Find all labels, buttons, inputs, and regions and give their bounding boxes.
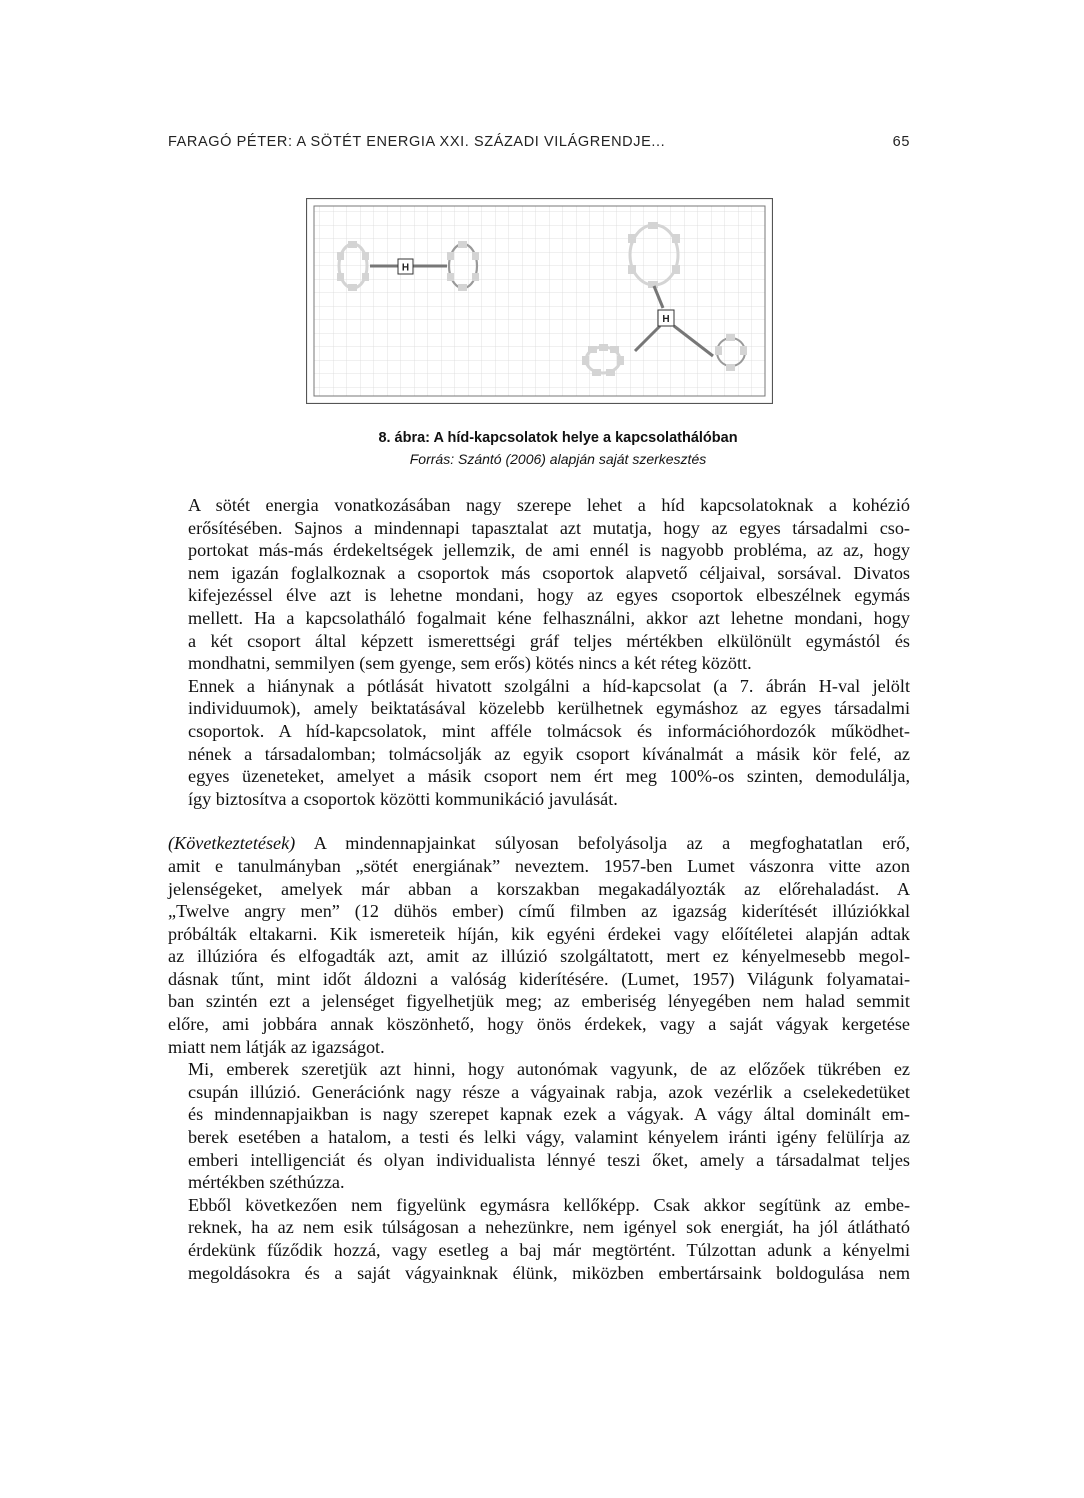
text-line: portokat más-más érdekeltségek jellemzik, de ami ennél is nagyobb probléma, az az, hogy: [188, 540, 910, 561]
text-line: nének a társadalomban; tolmácsolják az egyik csoport kívánalmát a másik kör felé, az: [188, 743, 910, 764]
text-line: berek esetében a hatalom, a testi és lelki vágy, valamint kényelem iránti igény felülírja az: [188, 1127, 910, 1148]
text-line: előre, ami jobbára annak köszönhető, hogy önös érdekek, vagy a saját vágyak kergetése: [168, 1014, 910, 1035]
section-lead: (Következtetések): [168, 833, 296, 854]
bridge-node-right-label: H: [662, 314, 670, 325]
caption-source: Forrás: Szántó (2006) alapján saját szerkesztés: [409, 451, 707, 467]
text-line: Ennek a hiánynak a pótlását hivatott szolgálni a híd-kapcsolat (a 7. ábrán H-val jelölt: [188, 675, 910, 696]
text-line: A sötét energia vonatkozásában nagy szerepe lehet a híd kapcsolatoknak a kohézió: [188, 495, 910, 515]
text-line: erősítésében. Sajnos a mindennapi tapasztalat azt mutatja, hogy az egyes társadalmi cso-: [188, 517, 910, 538]
text-line: Mi, emberek szeretjük azt hinni, hogy autonómak vagyunk, de az előzőek tükrében ez: [188, 1059, 910, 1080]
figure-grid: [314, 206, 765, 396]
text-line: csupán illúzió. Generációnk nagy része a vágyainak rabja, azok vezérlik a cselekedetüket: [188, 1081, 910, 1102]
network-figure: [306, 198, 773, 404]
text-line: mondhatni, semmilyen (sem gyenge, sem erős) kötés nincs a két réteg között.: [188, 653, 752, 674]
bridge-node-left-label: H: [401, 262, 410, 274]
text-line: mellett. Ha a kapcsolatháló fogalmait kéne felhasználni, akkor azt lehetne mondani, hogy: [188, 607, 910, 628]
body-text: [168, 494, 910, 1284]
paragraph-3: [168, 832, 910, 1058]
page-number: 65: [892, 134, 910, 150]
text-line: emberi intelligenciát és olyan individualista lénnyé teszi őket, amely a társadalmat teljes: [188, 1149, 910, 1170]
text-line: az illúzióra és elfogadták azt, amit az illúzió szolgáltatott, mert ez kényelmesebb megol-: [168, 946, 910, 967]
text-line: és mindennapjaikban is nagy szerepet kapnak ezek a vágyak. A vágy által dominált em-: [188, 1104, 910, 1125]
paragraph-1: [168, 494, 910, 675]
text-line: nem igazán foglalkoznak a csoportok más csoportok alapvető céljaival, sorsával. Divatos: [188, 562, 910, 583]
text-line: Ebből következően nem figyelünk egymásra kellőképp. Csak akkor segítünk az embe-: [188, 1194, 910, 1215]
text-line: így biztosítva a csoportok közötti kommunikáció javulását.: [188, 788, 618, 809]
text-line: a két csoport által képzett ismerettségi gráf teljes mértékben elkülönült egymástól és: [188, 630, 910, 651]
text-line: individuumok), amely beiktatásával közelebb kerülhetnek egymáshoz az egyes társadalmi: [188, 698, 910, 719]
text-line: próbálták eltakarni. Kik ismereteik híján, kik egyéni érdekei vagy előítéletei alapján adtak: [168, 923, 910, 944]
text-line: „Twelve angry men” (12 dühös ember) című filmben az igazság kiderítését illúziókkal: [168, 901, 910, 922]
text-line: megoldásokra és a saját vágyainknak élünk, miközben embertársaink boldogulása nem: [188, 1262, 910, 1283]
running-title: FARAGÓ PÉTER: A SÖTÉT ENERGIA XXI. SZÁZADI VILÁGRENDJE...: [168, 134, 666, 150]
text-line: dásnak tűnt, mint időt áldozni a valóság kiderítésére. (Lumet, 1957) Világunk folyamatai-: [168, 968, 910, 989]
paragraph-2: [168, 675, 910, 811]
paragraph-5: [168, 1194, 910, 1284]
text-line: miatt nem látják az igazságot.: [168, 1036, 385, 1057]
text-line: érdekünk fűződik hozzá, vagy esetleg a baj már megtörtént. Túlzottan adunk a kényelmi: [188, 1240, 910, 1260]
text-line: amit e tanulmányban „sötét energiának” neveztem. 1957-ben Lumet vászonra vitte azon: [168, 855, 910, 876]
bridge-network-diagram: [306, 198, 773, 404]
text-line: csoportok. A híd-kapcsolatok, mint afféle tolmácsok és információhordozók működhet-: [188, 720, 910, 741]
text-run: A mindennapjainkat súlyosan befolyásolja az a megfoghatatlan erő,: [295, 833, 910, 854]
paragraph-4: [168, 1058, 910, 1194]
figure-caption: [168, 428, 910, 470]
caption-title: 8. ábra: A híd-kapcsolatok helye a kapcsolathálóban: [378, 430, 738, 446]
text-line: [168, 832, 910, 855]
text-line: kifejezéssel élve azt is lehetne mondani, hogy az egyes csoportok elbeszélnek egymás: [188, 585, 910, 606]
running-header: [168, 134, 910, 156]
text-line: ban szintén ezt a jelenséget figyelhetjük meg; az emberiség lényegében nem halad semmit: [168, 991, 910, 1012]
text-line: mértékben széthúzza.: [188, 1172, 345, 1193]
text-line: reknek, ha az nem esik túlságosan a nehezünkre, nem igényel sok energiát, ha jól átlátható: [188, 1217, 910, 1238]
text-line: egyes üzeneteket, amelyet a másik csoport nem ért meg 100%-os szinten, demodulálja,: [188, 766, 910, 787]
text-line: jelenségeket, amelyek már abban a korszakban megakadályozták az előrehaladást. A: [168, 878, 910, 899]
